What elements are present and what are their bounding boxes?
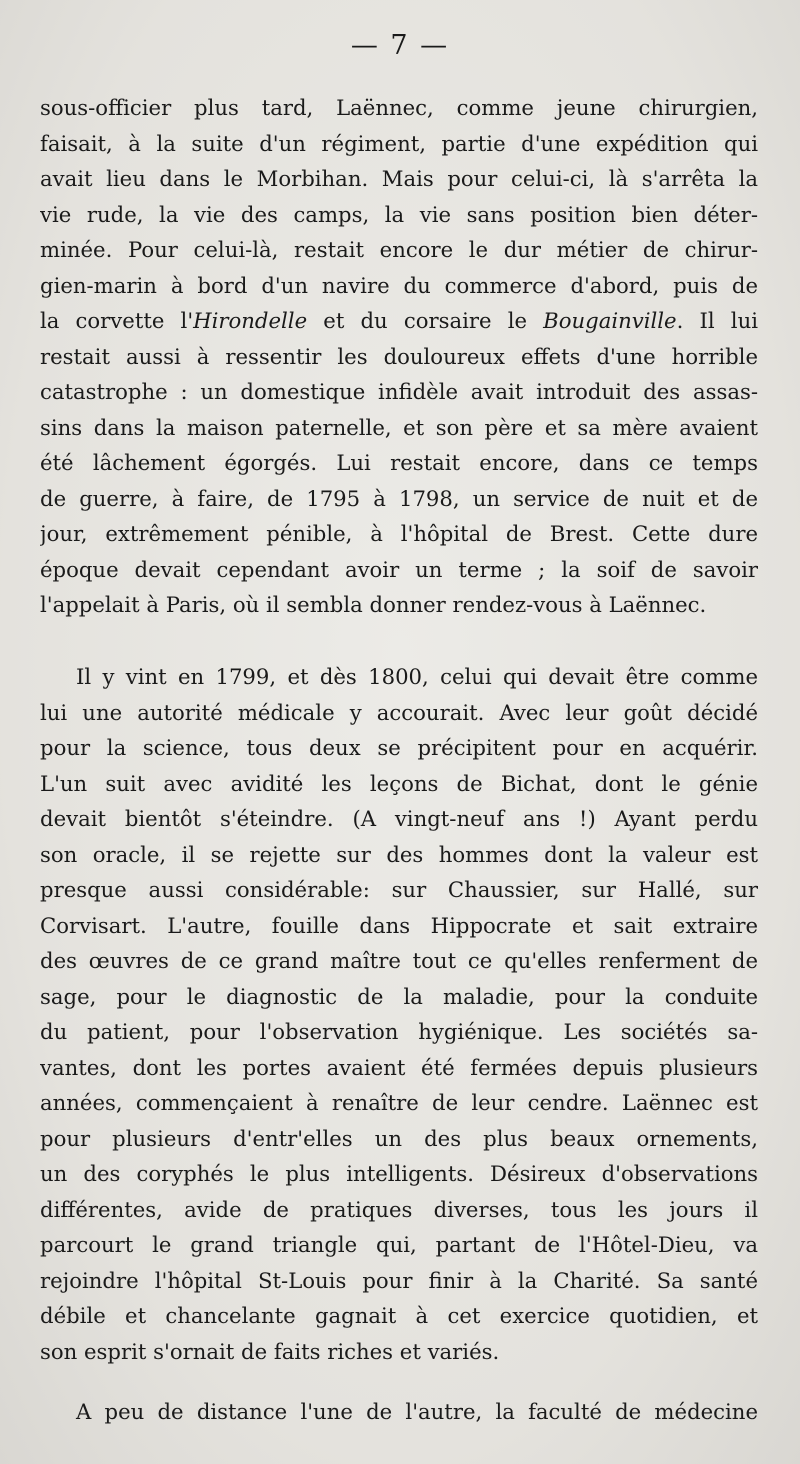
text-line: débile et chancelante gagnait à cet exercice quotidien, et	[40, 1303, 758, 1328]
paragraph-2	[40, 659, 758, 1369]
text-line: du patient, pour l'observation hygiénique. Les sociétés sa-	[40, 1019, 758, 1044]
text-line: de guerre, à faire, de 1795 à 1798, un service de nuit et de	[40, 485, 758, 511]
text-line: avait lieu dans le Morbihan. Mais pour celui-ci, là s'arrêta la	[40, 166, 758, 191]
text-line: Corvisart. L'autre, fouille dans Hippocrate et sait extraire	[40, 912, 758, 938]
text-line: L'un suit avec avidité les leçons de Bichat, dont le génie	[40, 770, 758, 796]
text-line: années, commençaient à renaître de leur cendre. Laënnec est	[40, 1090, 758, 1115]
text-line: un des coryphés le plus intelligents. Désireux d'observations	[40, 1161, 758, 1186]
text-line: l'appelait à Paris, où il sembla donner rendez-vous à Laënnec.	[40, 592, 707, 617]
page-number: — 7 —	[350, 30, 450, 61]
text-line: sage, pour le diagnostic de la maladie, pour la conduite	[40, 983, 758, 1009]
text-line: gien-marin à bord d'un navire du commerce d'abord, puis de	[40, 272, 758, 298]
paragraph-1	[40, 90, 758, 623]
ship-name: Hirondelle	[193, 308, 308, 333]
text-line: son esprit s'ornait de faits riches et variés.	[40, 1338, 500, 1364]
text-line: restait aussi à ressentir les douloureux effets d'une horrible	[40, 343, 758, 369]
text-line: jour, extrêmement pénible, à l'hôpital de Brest. Cette dure	[40, 521, 758, 546]
text-line: époque devait cependant avoir un terme ; la soif de savoir	[40, 556, 758, 582]
text-line: rejoindre l'hôpital St-Louis pour finir à la Charité. Sa santé	[40, 1267, 758, 1293]
text-line: pour la science, tous deux se précipitent pour en acquérir.	[40, 735, 758, 760]
text-line: pour plusieurs d'entr'elles un des plus beaux ornements,	[40, 1125, 758, 1151]
text-line: lui une autorité médicale y accourait. Avec leur goût décidé	[40, 699, 758, 725]
text-line: sins dans la maison paternelle, et son père et sa mère avaient	[40, 414, 758, 440]
text-line: sous-officier plus tard, Laënnec, comme jeune chirurgien,	[40, 95, 758, 120]
text-line: la corvette l'Hirondelle et du corsaire le Bougainville. Il lui	[40, 308, 758, 333]
text-line: catastrophe : un domestique infidèle avait introduit des assas-	[40, 379, 758, 404]
paragraph-3	[40, 1394, 758, 1430]
text-line: parcourt le grand triangle qui, partant de l'Hôtel-Dieu, va	[40, 1232, 758, 1257]
text-line: vie rude, la vie des camps, la vie sans position bien déter-	[40, 201, 758, 227]
text-line: des œuvres de ce grand maître tout ce qu'elles renferment de	[40, 948, 758, 973]
text-line: été lâchement égorgés. Lui restait encore, dans ce temps	[40, 450, 758, 475]
text-line: A peu de distance l'une de l'autre, la faculté de médecine	[76, 1399, 758, 1424]
text-line: faisait, à la suite d'un régiment, partie d'une expédition qui	[40, 130, 758, 156]
text-line: Il y vint en 1799, et dès 1800, celui qui devait être comme	[76, 664, 758, 689]
text-line: minée. Pour celui-là, restait encore le dur métier de chirur-	[40, 237, 758, 262]
text-line: vantes, dont les portes avaient été fermées depuis plusieurs	[40, 1054, 758, 1080]
ship-name: Bougainville	[543, 308, 677, 333]
text-line: son oracle, il se rejette sur des hommes dont la valeur est	[40, 841, 758, 867]
text-line: différentes, avide de pratiques diverses, tous les jours il	[40, 1196, 758, 1222]
text-line: presque aussi considérable: sur Chaussier, sur Hallé, sur	[40, 877, 758, 902]
text-line: devait bientôt s'éteindre. (A vingt-neuf ans !) Ayant perdu	[40, 806, 758, 831]
